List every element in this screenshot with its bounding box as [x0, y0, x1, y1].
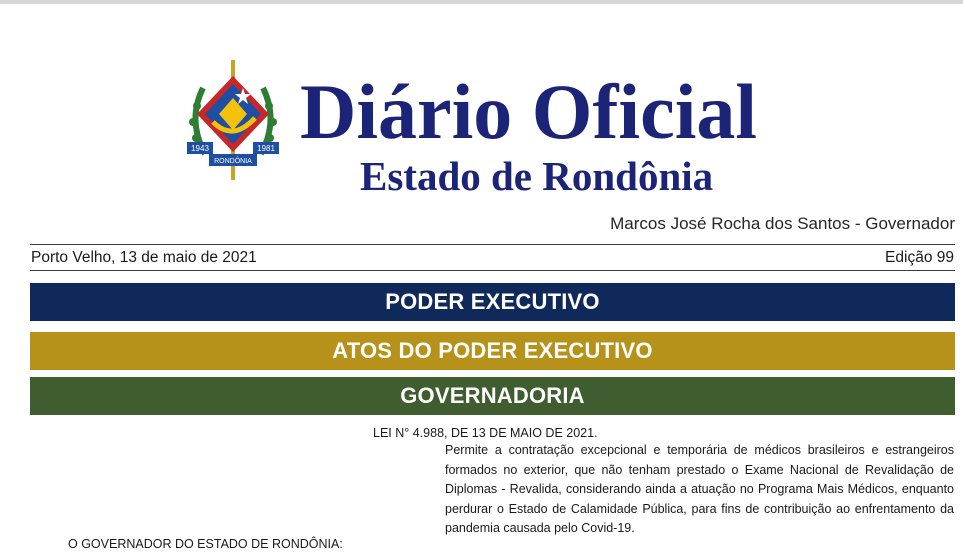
masthead	[0, 0, 963, 233]
publication-date: Porto Velho, 13 de maio de 2021	[31, 249, 257, 266]
law-title: LEI N° 4.988, DE 13 DE MAIO DE 2021.	[373, 426, 598, 440]
law-enactment-clause: O GOVERNADOR DO ESTADO DE RONDÔNIA:	[68, 537, 343, 551]
law-summary: Permite a contratação excepcional e temporária de médicos brasileiros e estrangeiros formados no exterior, que não tenham prestado o Exame Nacional de Revalidação de Diplomas - Revalida, considerando ainda a atuação no Programa Mais Médicos, enquanto perdurar o Estado de Calamidade Pública, para fins de contribuição ao enfrentamento da pandemia causada pelo Covid-19.	[445, 443, 954, 535]
section-band-acts: ATOS DO PODER EXECUTIVO	[30, 332, 955, 370]
edition-number: Edição 99	[885, 249, 954, 266]
section-band-executive: PODER EXECUTIVO	[30, 283, 955, 321]
coat-year-left: 1943	[191, 144, 209, 153]
dateline	[30, 244, 955, 271]
coat-of-arms-icon	[183, 58, 283, 188]
page-title: Diário Oficial	[300, 68, 758, 155]
page-subtitle: Estado de Rondônia	[360, 153, 714, 199]
coat-banner-text: RONDÔNIA	[214, 158, 252, 165]
section-band-office: GOVERNADORIA	[30, 377, 955, 415]
coat-year-right: 1981	[257, 144, 275, 153]
governor-name: Marcos José Rocha dos Santos - Governador	[610, 214, 955, 233]
